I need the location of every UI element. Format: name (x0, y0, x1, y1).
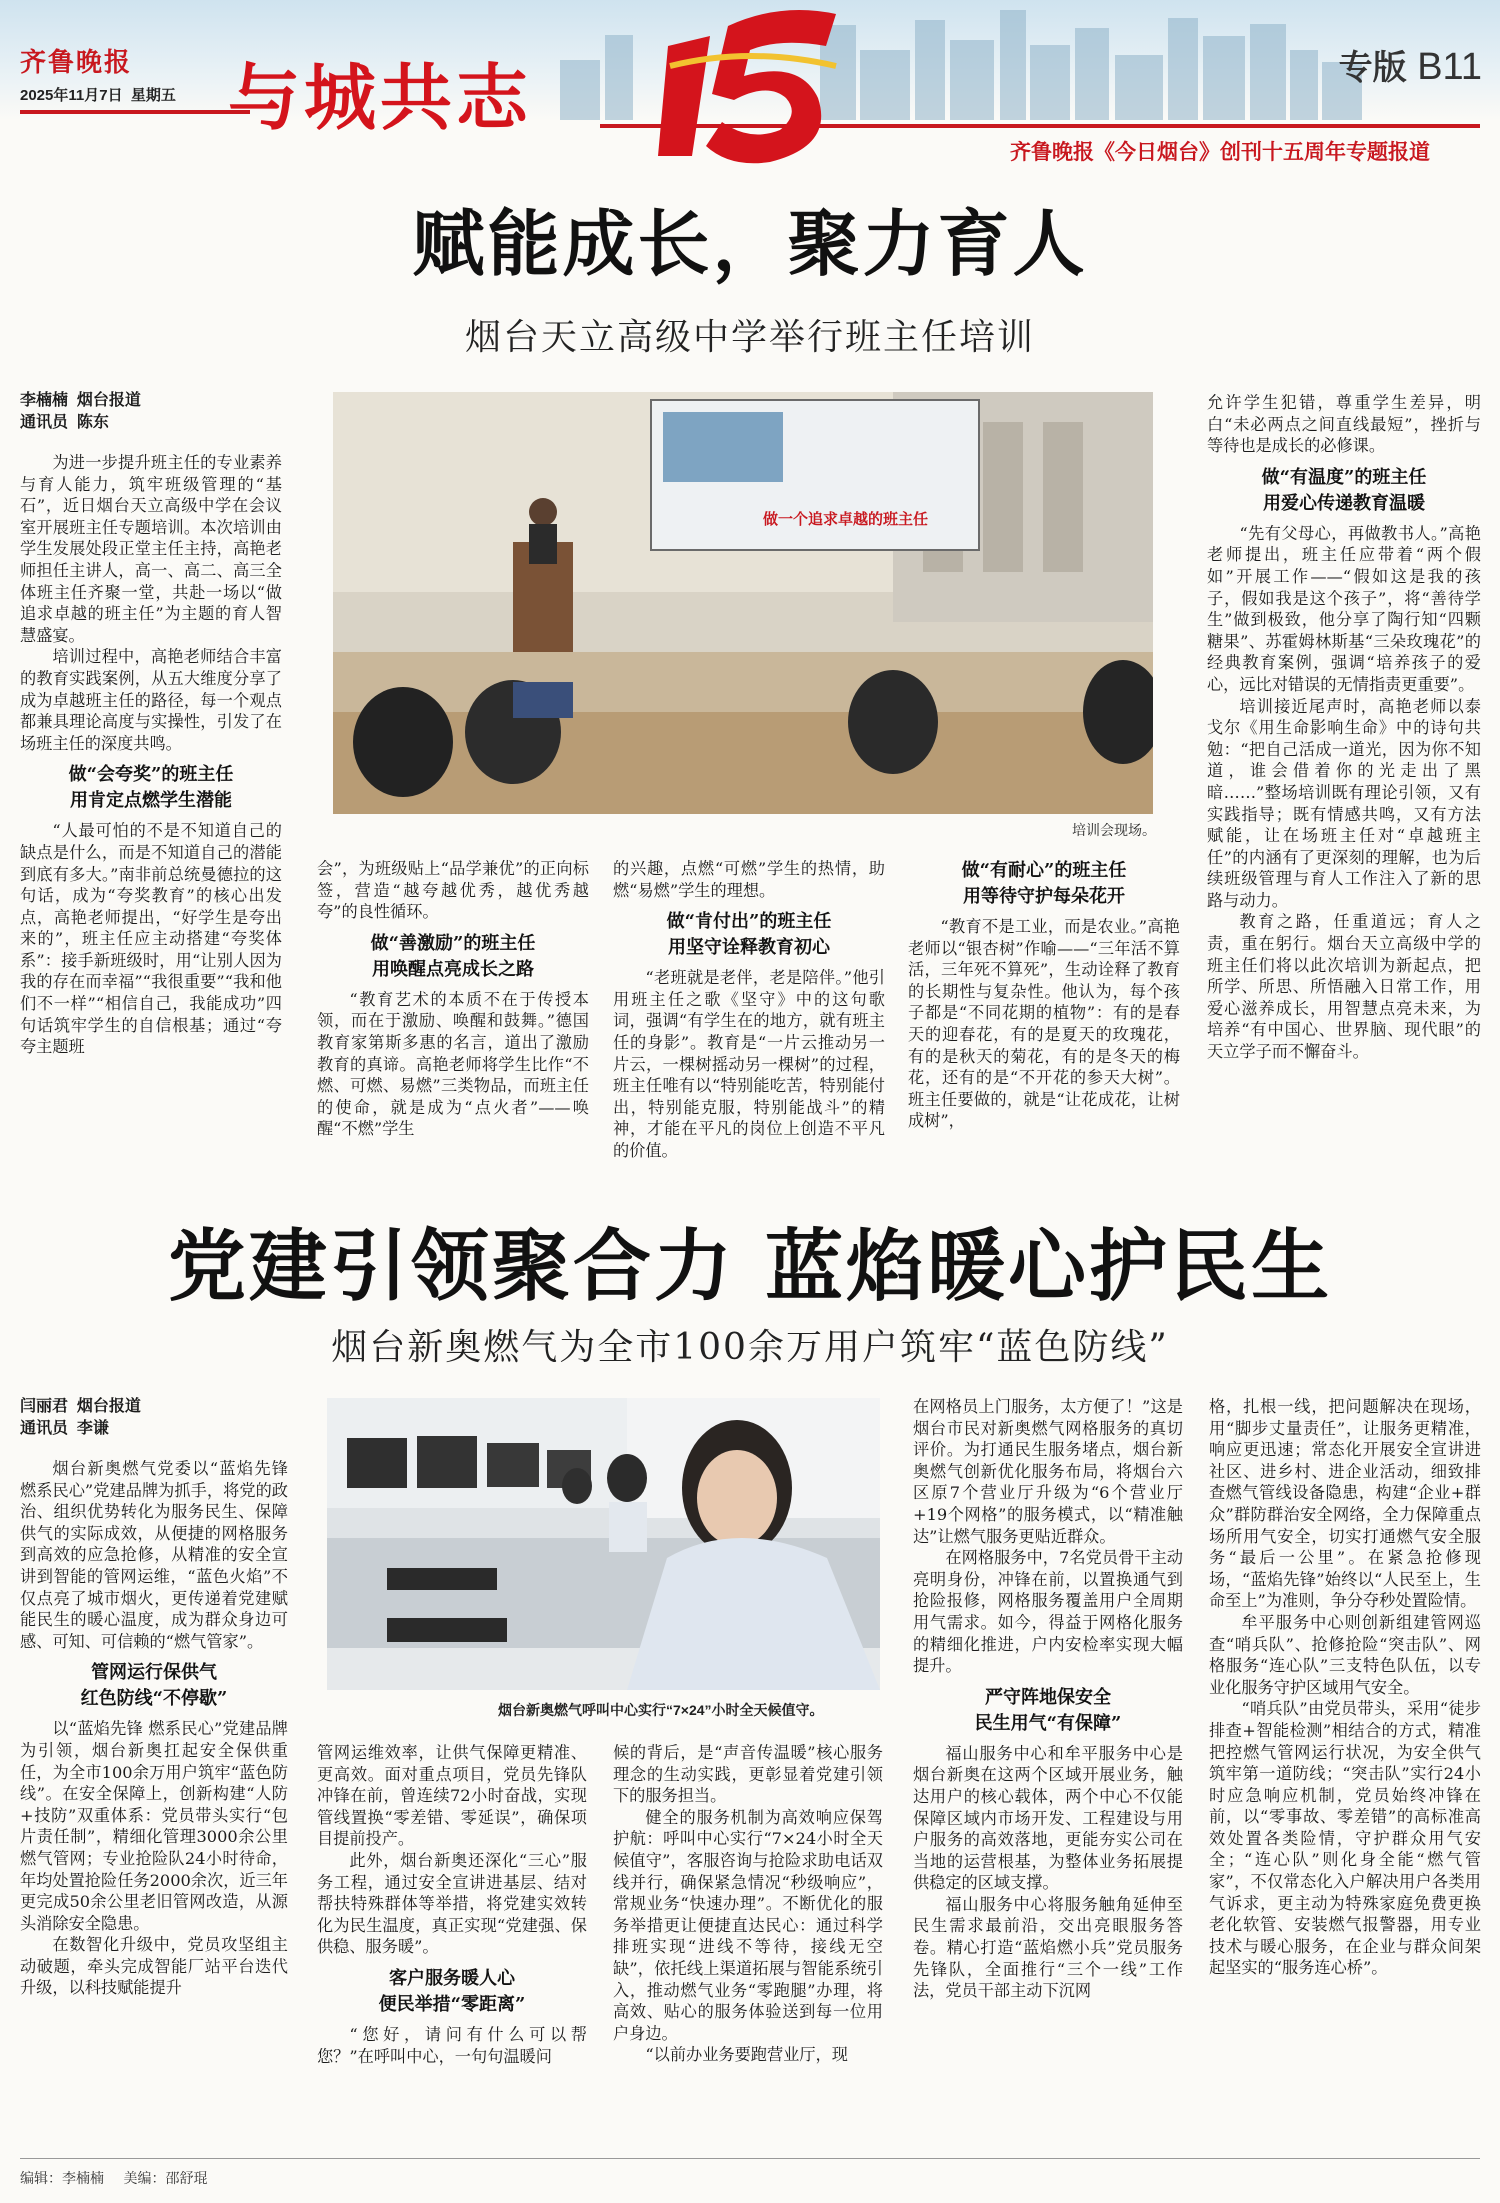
edition-type: 专版 (1338, 49, 1407, 87)
paragraph: 候的背后，是“声音传温暖”核心服务理念的生动实践，更彰显着党建引领下的服务担当。 (613, 1743, 883, 1806)
article2-column-2 (317, 1742, 587, 2148)
section-heading (613, 909, 885, 961)
paragraph: 在数智化升级中，党员攻坚组主动破题，牵头完成智能厂站平台迭代升级，以科技赋能提升 (20, 1935, 288, 1998)
paragraph: 牟平服务中心则创新组建管网巡查“哨兵队”、抢修抢险“突击队”、网格服务“连心队”三支特色队伍，以专业化服务守护区域用气安全。 (1209, 1612, 1481, 1697)
correspondent-name: 陈东 (76, 414, 109, 431)
paragraph: 福山服务中心和牟平服务中心是烟台新奥在这两个区域开展业务，触达用户的核心载体，两个中心不仅能保障区域内市场开发、工程建设与用户服务的高效落地，更能夯实公司在当地的运营根基，为整体业务拓展提供稳定的区域支撑。 (913, 1743, 1183, 1893)
section-heading-line1: 做“有耐心”的班主任 (961, 860, 1127, 881)
section-heading (908, 858, 1180, 910)
section-heading-line2: 用等待守护每朵花开 (963, 886, 1125, 907)
reporter-name: 闫丽君 (20, 1398, 69, 1415)
edition-label (1339, 40, 1482, 89)
paragraph: 管网运维效率，让供气保障更精准、更高效。面对重点项目，党员先锋队冲锋在前，曾连续72小时奋战，实现管线置换“零差错、零延误”，确保项目提前投产。 (317, 1743, 587, 1849)
anniversary-15-emblem (640, 6, 840, 166)
masthead (0, 0, 1500, 170)
article2-column-4 (913, 1396, 1183, 2148)
article1-column-3 (613, 858, 885, 1188)
special-report-tag: 齐鲁晚报《今日烟台》创刊十五周年专题报道 (1010, 141, 1430, 164)
article2-subhead: 烟台新奥燃气为全市100余万用户筑牢“蓝色防线” (331, 1327, 1169, 1368)
reporter-location: 烟台报道 (76, 392, 141, 409)
section-heading-line1: 做“肯付出”的班主任 (666, 911, 832, 933)
article1-subhead: 烟台天立高级中学举行班主任培训 (464, 317, 1035, 358)
section-heading (317, 931, 589, 983)
edition-code: B11 (1417, 46, 1482, 88)
section-heading-line1: 做“会夸奖”的班主任 (68, 764, 234, 786)
article2-byline (20, 1396, 288, 1440)
paragraph: 烟台新奥燃气党委以“蓝焰先锋 燃系民心”党建品牌为抓手，将党的政治、组织优势转化为服务民生、保障供气的实际成效，从便捷的网格服务到高效的应急抢修，从精准的安全宣讲到智能的管网运维，“蓝色火焰”不仅点亮了城市烟火，更传递着党建赋能民生的暖心温度，成为群众身边可感、可知、可信赖的“燃气管家”。 (20, 1459, 288, 1651)
projector-slide-title: 做一个追求卓越的班主任 (763, 510, 929, 528)
paragraph: “您好，请问有什么可以帮您？”在呼叫中心，一句句温暖问 (317, 2024, 587, 2066)
section-heading-line1: 管网运行保供气 (91, 1662, 217, 1684)
article1-column-5 (1207, 392, 1481, 1188)
paragraph: 以“蓝焰先锋 燃系民心”党建品牌为引领，烟台新奥扛起安全保供重任，为全市100余万用户筑牢“蓝色防线”。在安全保障上，创新构建“人防+技防”双重体系：党员带头实行“包片责任制”，精细化管理3000余公里燃气管网；专业抢险队24小时待命，年均处置抢险任务2000余次，近三年更完成50余公里老旧管网改造，从源头消除安全隐患。 (20, 1719, 288, 1933)
section-heading (20, 1660, 288, 1712)
article2-photo-caption: 烟台新奥燃气呼叫中心实行“7×24”小时全天候值守。 (498, 1702, 824, 1718)
issue-date (20, 84, 176, 105)
paragraph: 的兴趣，点燃“可燃”学生的热情，助燃“易燃”学生的理想。 (613, 859, 885, 900)
article1-headline: 赋能成长，聚力育人 (412, 201, 1088, 286)
article2-column-3 (613, 1742, 883, 2148)
article1-column-2 (317, 858, 589, 1188)
footer-rule (20, 2158, 1480, 2159)
issue-date-text: 2025年11月7日 (20, 87, 123, 104)
paragraph: 福山服务中心将服务触角延伸至民生需求最前沿，交出亮眼服务答卷。精心打造“蓝焰燃小兵”党员服务先锋队，全面推行“三个一线”工作法，党员干部主动下沉网 (913, 1894, 1183, 2001)
paragraph: 此外，烟台新奥还深化“三心”服务工程，通过安全宣讲进基层、结对帮扶特殊群体等举措，将党建实效转化为民生温度，真正实现“党建强、保供稳、服务暖”。 (317, 1850, 587, 1957)
paragraph: “先有父母心，再做教书人。”高艳老师提出，班主任应带着“两个假如”开展工作——“假如这是我的孩子，假如我是这个孩子”，将“善待学生”做到极致，他分享了陶行知“四颗糖果”、苏霍姆林斯基“三朵玫瑰花”的经典教育案例，强调“培养孩子的爱心，远比对错误的无情指责更重要”。 (1207, 523, 1481, 694)
paragraph: “教育艺术的本质不在于传授本领，而在于激励、唤醒和鼓舞。”德国教育家第斯多惠的名言，道出了激励教育的真谛。高艳老师将学生比作“不燃、可燃、易燃”三类物品，而班主任的使命，就是成为“点火者”——唤醒“不燃”学生 (317, 989, 589, 1139)
section-heading-line1: 客户服务暖人心 (389, 1967, 515, 1989)
correspondent-label: 通讯员 (20, 1420, 69, 1437)
paragraph: 会”，为班级贴上“品学兼优”的正向标签，营造“越夸越优秀，越优秀越夸”的良性循环。 (317, 859, 589, 922)
paragraph: “哨兵队”由党员带头，采用“徒步排查+智能检测”相结合的方式，精准把控燃气管网运行状况，为安全供气筑牢第一道防线；“突击队”实行24小时应急响应机制，党员始终冲锋在前，以“零事故、零差错”的高标准高效处置各类险情，守护群众用气安全；“连心队”则化身全能“燃气管家”，不仅常态化入户解决用户各类用气诉求，更主动为特殊家庭免费更换老化软管、安装燃气报警器，用专业技术与暖心服务，在企业与群众间架起坚实的“服务连心桥”。 (1209, 1699, 1481, 1978)
section-heading-line2: 用坚守诠释教育初心 (668, 937, 830, 959)
correspondent-name: 李谦 (76, 1420, 109, 1437)
section-heading-line2: 民生用气“有保障” (974, 1712, 1122, 1734)
section-heading-line2: 用爱心传递教育温暖 (1263, 492, 1425, 514)
article2-column-5 (1209, 1396, 1481, 2148)
paragraph: 格，扎根一线，把问题解决在现场，用“脚步丈量责任”，让服务更精准，响应更迅速；常态化开展安全宣讲进社区、进乡村、进企业活动，细致排查燃气管线设备隐患，构建“企业+群众”群防群治安全网络，全力保障重点场所用气安全，切实打通燃气安全服务“最后一公里”。在紧急抢修现场，“蓝焰先锋”始终以“人民至上，生命至上”为准则，争分夺秒处置险情。 (1209, 1397, 1481, 1611)
article1-photo-caption: 培训会现场。 (1072, 822, 1156, 838)
article2-column-1 (20, 1396, 288, 2148)
article1-column-4 (908, 858, 1180, 1188)
paragraph: 教育之路，任重道远；育人之责，重在躬行。烟台天立高级中学的班主任们将以此次培训为新起点，把所学、所思、所悟融入日常工作，用爱心滋养成长，用智慧点亮未来，为培养“有中国心、世界脑、现代眼”的天立学子而不懈奋斗。 (1207, 912, 1481, 1062)
section-heading-line2: 便民举措“零距离” (378, 1993, 526, 2015)
issue-weekday: 星期五 (130, 87, 176, 104)
section-heading-line1: 做“善激励”的班主任 (370, 932, 536, 954)
paragraph: 健全的服务机制为高效响应保驾护航：呼叫中心实行“7×24小时全天候值守”，客服咨询与抢险求助电话双线并行，确保紧急情况“秒级响应”，常规业务“快速办理”。不断优化的服务举措更让便捷直达民心：通过科学排班实现“进线不等待，接线无空缺”，依托线上渠道拓展与智能系统引入，推动燃气业务“零跑腿”办理，将高效、贴心的服务体验送到每一位用户身边。 (613, 1807, 883, 2043)
masthead-rule-left (20, 110, 250, 114)
paragraph: 在网格服务中，7名党员骨干主动亮明身份，冲锋在前，以置换通气到抢险报修，网格服务覆盖用户全周期用气需求。如今，得益于网格化服务的精细化推进，户内安检率实现大幅提升。 (913, 1548, 1183, 1676)
article1-byline (20, 390, 282, 434)
section-heading (913, 1685, 1183, 1737)
section-heading-line2: 用肯定点燃学生潜能 (70, 790, 232, 812)
designer-label: 美编： (123, 2170, 166, 2186)
newspaper-brand: 齐鲁晚报 (20, 48, 133, 78)
correspondent-label: 通讯员 (20, 414, 69, 431)
paragraph: “教育不是工业，而是农业。”高艳老师以“银杏树”作喻——“三年活不算活，三年死不算死”，生动诠释了教育的长期性与复杂性。他认为，每个孩子都是“不同花期的植物”：有的是春天的迎春花，有的是夏天的玫瑰花，有的是秋天的菊花，有的是冬天的梅花，还有的是“不开花的参天大树”。班主任要做的，就是“让花成花，让树成树”， (908, 917, 1180, 1131)
article1-column-1 (20, 390, 282, 1185)
reporter-name: 李楠楠 (20, 392, 69, 409)
page-footer (20, 2168, 207, 2188)
paragraph: 培训接近尾声时，高艳老师以泰戈尔《用生命影响生命》中的诗句共勉：“把自己活成一道光，因为你不知道，谁会借着你的光走出了黑暗……”整场培训既有理论引领，又有实践指导；既有情感共鸣，又有方法赋能，让在场班主任对“卓越班主任”的内涵有了更深刻的理解，也为后续班级管理与育人工作注入了新的思路与动力。 (1207, 696, 1481, 910)
section-heading-line1: 做“有温度”的班主任 (1261, 466, 1427, 488)
section-heading (1207, 465, 1481, 517)
section-heading-line2: 红色防线“不停歇” (80, 1688, 228, 1710)
article2-headline: 党建引领聚合力 蓝焰暖心护民生 (167, 1221, 1333, 1312)
paragraph: “人最可怕的不是不知道自己的缺点是什么，而是不知道自己的潜能到底有多大。”南非前总统曼德拉的这句话，成为“夸奖教育”的核心出发点，高艳老师提出，“好学生是夸出来的”，班主任应主动搭建“夸奖体系”：接手新班级时，用“让别人因为我的存在而幸福”“我很重要”“我和他们不一样”“相信自己，我能成功”四句话筑牢学生的自信根基；通过“夸夸主题班 (20, 821, 282, 1057)
section-heading-line2: 用唤醒点亮成长之路 (372, 958, 534, 980)
section-heading (20, 762, 282, 814)
article2-photo (327, 1398, 880, 1690)
reporter-location: 烟台报道 (76, 1398, 141, 1415)
paragraph: 在网格员上门服务，太方便了！”这是烟台市民对新奥燃气网格服务的真切评价。为打通民生服务堵点，烟台新奥燃气创新优化服务布局，将烟台六区原7个营业厅升级为“6个营业厅+19个网格”的服务模式，以“精准触达”让燃气服务更贴近群众。 (913, 1397, 1183, 1546)
paragraph: “老班就是老伴，老是陪伴。”他引用班主任之歌《坚守》中的这句歌词，强调“有学生在的地方，就有班主任的身影”。教育是“一片云推动另一片云，一棵树摇动另一棵树”的过程，班主任唯有以“特别能吃苦，特别能付出，特别能克服，特别能战斗”的精神，才能在平凡的岗位上创造不平凡的价值。 (613, 968, 885, 1160)
editor-name: 李楠楠 (62, 2170, 104, 2186)
paragraph: 为进一步提升班主任的专业素养与育人能力，筑牢班级管理的“基石”，近日烟台天立高级中学在会议室开展班主任专题培训。本次培训由学生发展处段正堂主任主持，高艳老师担任主讲人，高一、高二、高三全体班主任齐聚一堂，共赴一场以“做追求卓越的班主任”为主题的育人智慧盛宴。 (20, 453, 282, 645)
designer-name: 邵舒琨 (165, 2170, 208, 2186)
paragraph: “以前办业务要跑营业厅，现 (645, 2045, 848, 2065)
paragraph: 培训过程中，高艳老师结合丰富的教育实践案例，从五大维度分享了成为卓越班主任的路径，每一个观点都兼具理论高度与实操性，引发了在场班主任的深度共鸣。 (20, 647, 282, 753)
section-heading (317, 1966, 587, 2018)
theme-title: 与城共志 (228, 55, 533, 140)
editor-label: 编辑： (20, 2170, 62, 2186)
section-heading-line1: 严守阵地保安全 (985, 1686, 1111, 1708)
paragraph: 允许学生犯错，尊重学生差异，明白“未必两点之间直线最短”，挫折与等待也是成长的必修课。 (1207, 393, 1481, 456)
article1-photo (333, 392, 1153, 814)
